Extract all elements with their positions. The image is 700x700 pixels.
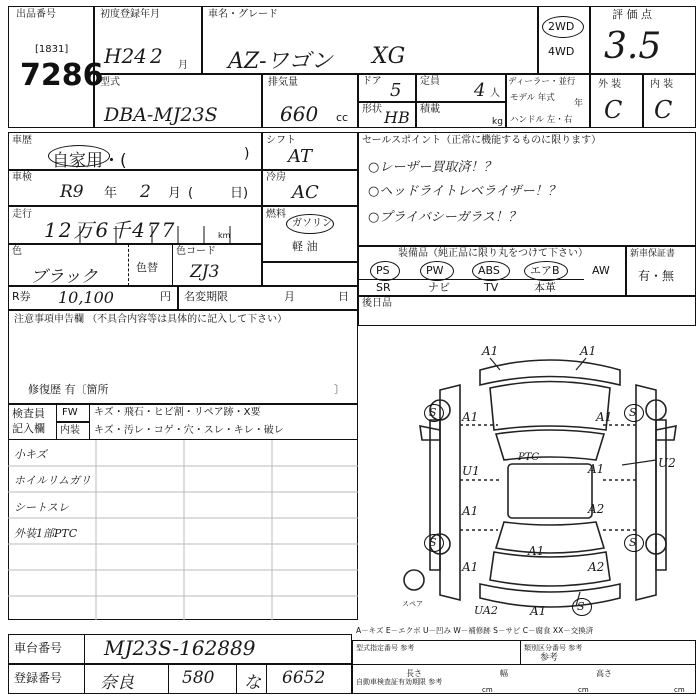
length-unit: cm: [482, 686, 493, 694]
deadline-month: 月: [284, 290, 295, 303]
doors-label: ドア: [362, 76, 382, 87]
equip-tv: TV: [484, 281, 499, 294]
handwritten-note-1: 小キズ: [14, 448, 47, 461]
exterior-label: 外 装: [598, 79, 622, 90]
equip-ps: PS: [376, 264, 390, 277]
inspection-day-unit: 日): [230, 186, 249, 201]
docs-box: [358, 296, 696, 326]
chassis-label: 車台番号: [14, 641, 63, 655]
fuel-diesel: 軽 油: [292, 240, 318, 253]
car-grade: XG: [372, 44, 406, 69]
doors-value: 5: [390, 80, 402, 101]
equip-pw: PW: [426, 264, 444, 277]
plate-region: 奈良: [100, 673, 134, 693]
plate-class: 580: [182, 668, 215, 688]
load-label: 積載: [420, 104, 440, 115]
handwritten-note-3: シートスレ: [14, 501, 69, 514]
history-close: ): [244, 146, 250, 162]
height-unit: cm: [674, 686, 685, 694]
inspector-label: 検査員 記入欄: [12, 407, 45, 435]
sales-point-1: ○レーザー買取済！？: [368, 160, 497, 175]
form-divider-2: [520, 640, 521, 664]
mark-quarter-right: A2: [588, 560, 605, 574]
width-unit: cm: [578, 686, 589, 694]
name-label: 車名・グレード: [208, 9, 278, 20]
repair-close: 〕: [334, 383, 345, 396]
color-code-value: ZJ3: [190, 262, 220, 282]
equip-airbag: エアB: [530, 264, 560, 277]
color-code-label: 色コード: [176, 246, 216, 257]
length-label: 長さ: [406, 669, 422, 678]
equip-navi: ナビ: [428, 281, 450, 294]
equip-pw-circle: [420, 261, 454, 281]
warranty-value: 有・無: [638, 269, 675, 283]
ac-value: AC: [292, 182, 319, 203]
plate-divider-4: [266, 664, 267, 694]
form-label-1: 型式指定番号 参考: [356, 644, 415, 652]
interior-label: 内 装: [650, 79, 674, 90]
shift-label: シフト: [266, 135, 296, 146]
color-label: 色: [12, 246, 22, 257]
inspection-month: 2: [140, 182, 151, 202]
repair-label: 修復歴 有〔箇所: [28, 383, 109, 396]
car-name: AZ-ワゴン: [228, 49, 333, 74]
handwritten-note-2: ホイルリムガリ: [14, 474, 91, 487]
lot-number: 7286: [20, 58, 104, 93]
notes-label: 注意事項申告欄 （不具合内容等は具体的に記入して下さい）: [14, 314, 288, 325]
mark-rear-a1: A1: [530, 604, 547, 618]
history-circle: [48, 145, 110, 167]
model-year-label: モデル 年式: [510, 93, 555, 103]
fw-label: FW: [62, 407, 78, 418]
reg-label: 初度登録年月: [100, 9, 160, 20]
reg-month-unit: 月: [178, 60, 188, 71]
warranty-label: 新車保証書: [630, 249, 676, 259]
mark-s-1: S: [429, 406, 437, 419]
ac-label: 冷房: [266, 172, 286, 183]
disp-value: 660: [280, 102, 319, 126]
reg-month: 2: [150, 44, 163, 68]
mark-quarter-left: A1: [462, 560, 479, 574]
exterior-grade: C: [604, 96, 623, 124]
inspection-month-unit: 月: [168, 186, 182, 201]
mark-s-5: S: [577, 600, 585, 613]
fuel-extra: [262, 262, 358, 286]
drive-4wd: 4WD: [548, 45, 575, 58]
dealer-label: ディーラー・並行: [508, 77, 576, 87]
form-label-2: 類別区分番号 参考: [524, 644, 583, 652]
mark-front-left: A1: [482, 344, 499, 358]
docs-label: 後日品: [362, 298, 392, 309]
deadline-day: 日: [338, 290, 349, 303]
mileage-unit: km: [218, 231, 231, 240]
in-items: キズ・汚レ・コゲ・穴・スレ・キレ・破レ: [94, 425, 284, 436]
fw-items: キズ・飛石・ヒビ割・リペア跡・X要: [94, 407, 261, 418]
mileage-value: 12万6千477: [44, 218, 177, 242]
chassis-value: MJ23S-162889: [104, 636, 256, 660]
disp-label: 排気量: [268, 77, 298, 88]
recycle-value: 10,100: [58, 288, 114, 307]
mileage-label: 走行: [12, 209, 32, 220]
shift-value: AT: [288, 146, 313, 167]
mark-s-3: S: [429, 536, 437, 549]
equip-aw: AW: [592, 264, 610, 277]
mark-roof-ptc: PTC: [518, 452, 540, 463]
model-label: 型式: [100, 77, 120, 88]
deadline-label: 名変期限: [184, 290, 228, 303]
mark-door-right-front: A1: [588, 462, 605, 476]
chassis-divider: [84, 634, 85, 664]
car-diagram: [400, 330, 696, 630]
fuel-label: 燃料: [266, 209, 286, 220]
lot-code: [1831]: [35, 44, 69, 55]
mark-door-left-front: U1: [462, 464, 480, 478]
seats-unit: 人: [490, 88, 500, 99]
inspection-label: 車検: [12, 172, 32, 183]
inspection-day: (: [188, 186, 194, 201]
plate-divider-2: [168, 664, 169, 694]
shape-label: 形状: [362, 104, 382, 115]
reg-era: H24: [104, 44, 147, 68]
rating-label: 評 価 点: [612, 8, 652, 21]
mark-rear-ua2: UA2: [474, 604, 498, 617]
equip-airbag-circle: [524, 261, 568, 281]
plate-divider-3: [236, 664, 237, 694]
form-divider: [352, 664, 696, 665]
mark-s-4: S: [629, 536, 637, 549]
mark-front-right: A1: [580, 344, 597, 358]
mark-fender-right: A1: [596, 410, 613, 424]
recycle-label: R券: [12, 290, 31, 303]
color-change-label: 色替: [136, 261, 158, 274]
interior-grade: C: [654, 96, 673, 124]
form-ref-value: 参考: [540, 653, 559, 663]
equip-label: 装備品（純正品に限り丸をつけて下さい）: [398, 248, 588, 259]
plate-divider: [84, 664, 85, 694]
shape-value: HB: [384, 108, 410, 127]
in-label: 内装: [60, 425, 80, 436]
equip-divider: [358, 279, 584, 280]
plate-kana: な: [244, 673, 261, 693]
sales-label: セールスポイント（正常に機能するものに限ります）: [362, 135, 602, 146]
inspection-row: [8, 170, 262, 206]
plate-number: 6652: [282, 668, 326, 688]
sales-point-3: ○プライバシーガラス！？: [368, 210, 522, 225]
fuel-petrol: ガソリン: [292, 218, 332, 229]
form-label-3: 自動車検査証有効期限 参考: [356, 678, 443, 686]
plate-label: 登録番号: [14, 671, 63, 685]
width-label: 幅: [500, 669, 508, 678]
load-unit: kg: [492, 117, 503, 127]
equip-abs: ABS: [478, 264, 500, 277]
mark-right-u2: U2: [658, 456, 676, 470]
history-row: [8, 132, 262, 170]
history-label: 車歴: [12, 135, 32, 146]
recycle-unit: 円: [160, 290, 171, 303]
mark-door-right-rear: A2: [588, 502, 605, 516]
disp-unit: cc: [336, 111, 349, 124]
damage-legend: A－キズ E－エクボ U－凹み W－補修跡 S－サビ C－腐食 XX－交換済: [356, 626, 594, 635]
mark-rear-glass: A1: [528, 544, 545, 558]
sales-point-2: ○ヘッドライトレベライザー！？: [368, 184, 561, 199]
height-label: 高さ: [596, 669, 612, 678]
drive-2wd: 2WD: [548, 20, 575, 33]
seats-value: 4: [474, 80, 486, 101]
rating-value: 3.5: [604, 26, 662, 67]
equip-ps-circle: [370, 261, 400, 281]
lot-label: 出品番号: [16, 9, 56, 20]
handle-label: ハンドル 左・右: [510, 115, 573, 125]
mark-door-left-rear: A1: [462, 504, 479, 518]
equip-abs-circle: [472, 261, 510, 281]
inspection-era: R9: [60, 182, 84, 202]
mileage-digit-boxes: [60, 226, 240, 244]
spare-label: スペア: [402, 600, 423, 608]
seats-label: 定員: [420, 76, 440, 87]
history-value: 自家用・(: [52, 151, 127, 171]
mark-s-2: S: [629, 406, 637, 419]
inspection-year-unit: 年: [104, 186, 118, 201]
year-unit: 年: [574, 99, 584, 109]
handwritten-note-4: 外装1部PTC: [14, 527, 78, 540]
equip-leather: 本革: [534, 281, 556, 294]
equip-sr: SR: [376, 281, 391, 294]
color-divider: [128, 244, 130, 286]
color-value: ブラック: [30, 267, 98, 287]
mark-fender-left: A1: [462, 410, 479, 424]
model-value: DBA-MJ23S: [104, 104, 218, 126]
